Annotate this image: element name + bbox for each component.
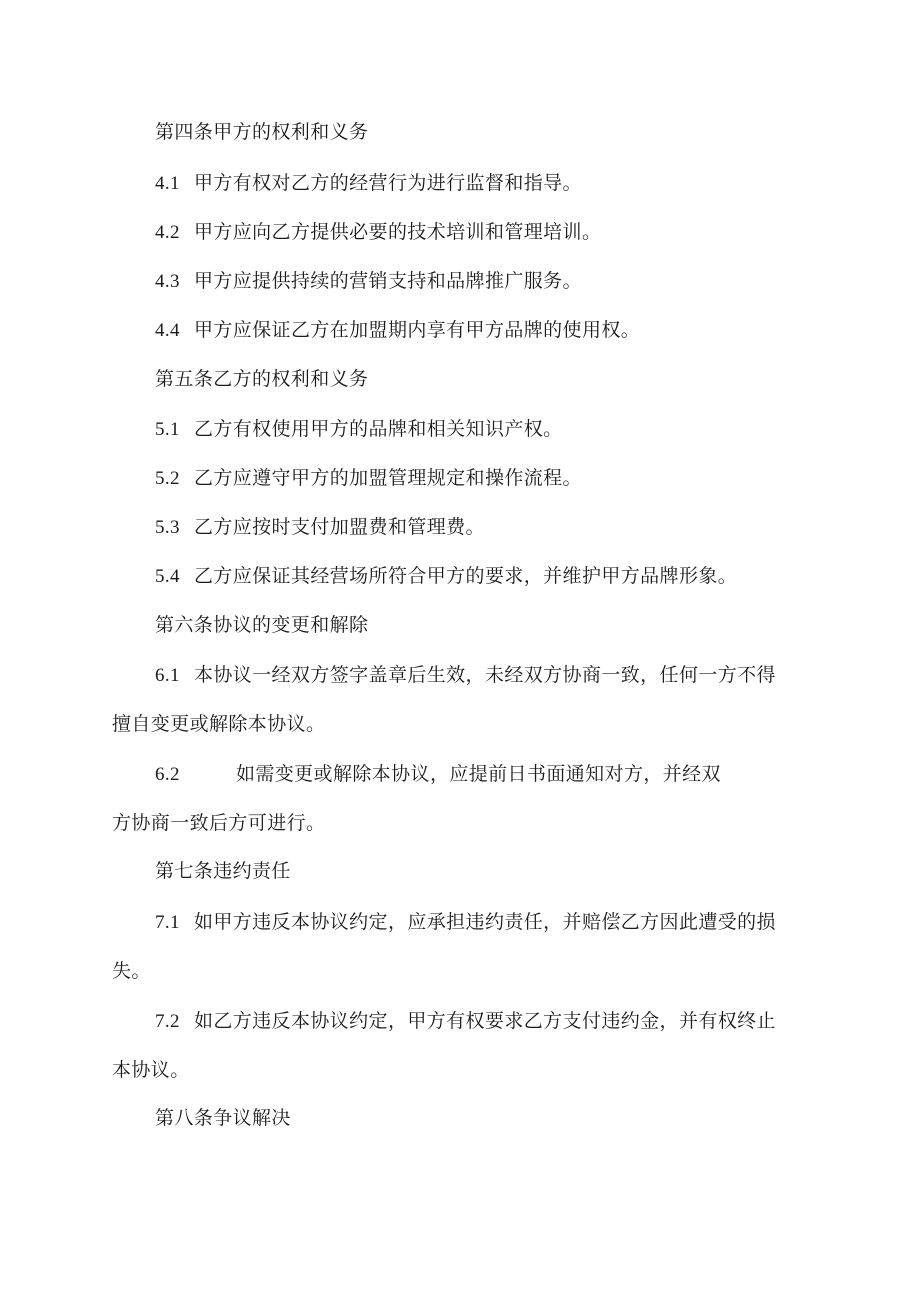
clause-number: 6.2 <box>155 764 180 785</box>
clause-4-4 <box>155 318 640 343</box>
clause-number: 4.1 <box>155 173 180 194</box>
clause-text: 如甲方违反本协议约定，应承担违约责任，并赔偿乙方因此遭受的损 <box>193 911 776 933</box>
clause-number: 7.1 <box>155 912 180 933</box>
clause-5-3 <box>155 515 485 540</box>
clause-number: 4.3 <box>155 271 180 292</box>
clause-text: 乙方有权使用甲方的品牌和相关知识产权。 <box>193 418 563 440</box>
clause-text: 甲方应向乙方提供必要的技术培训和管理培训。 <box>193 221 602 243</box>
clause-number: 7.2 <box>155 1011 180 1032</box>
clause-6-2-line-2: 方协商一致后方可进行。 <box>112 812 326 834</box>
clause-number: 6.1 <box>155 665 180 686</box>
clause-text: 甲方有权对乙方的经营行为进行监督和指导。 <box>193 172 582 194</box>
section-5-heading: 第五条乙方的权利和义务 <box>155 368 369 390</box>
clause-5-4 <box>155 564 737 589</box>
section-7-heading: 第七条违约责任 <box>155 860 291 882</box>
section-4-heading: 第四条甲方的权利和义务 <box>155 121 369 143</box>
clause-7-2-line-1 <box>155 1009 776 1034</box>
clause-4-1 <box>155 171 582 196</box>
clause-5-1 <box>155 417 563 442</box>
clause-text: 甲方应提供持续的营销支持和品牌推广服务。 <box>193 270 582 292</box>
clause-4-2 <box>155 220 601 245</box>
clause-6-2-line-1 <box>155 762 721 787</box>
clause-number: 5.3 <box>155 517 180 538</box>
section-8-heading: 第八条争议解决 <box>155 1107 291 1129</box>
clause-text: 甲方应保证乙方在加盟期内享有甲方品牌的使用权。 <box>193 319 641 341</box>
clause-number: 4.2 <box>155 222 180 243</box>
clause-7-2-line-2: 本协议。 <box>112 1059 190 1081</box>
clause-7-1-line-1 <box>155 910 776 935</box>
clause-text: 本协议一经双方签字盖章后生效，未经双方协商一致，任何一方不得 <box>193 664 776 686</box>
clause-number: 5.2 <box>155 468 180 489</box>
clause-text: 乙方应按时支付加盟费和管理费。 <box>193 516 485 538</box>
clause-text: 如需变更或解除本协议，应提前日书面通知对方，并经双 <box>235 763 721 785</box>
clause-5-2 <box>155 466 582 491</box>
clause-number: 4.4 <box>155 320 180 341</box>
clause-text: 乙方应保证其经营场所符合甲方的要求，并维护甲方品牌形象。 <box>193 565 738 587</box>
clause-4-3 <box>155 269 582 294</box>
clause-text: 乙方应遵守甲方的加盟管理规定和操作流程。 <box>193 467 582 489</box>
clause-number: 5.4 <box>155 566 180 587</box>
clause-6-1-line-1 <box>155 663 776 688</box>
section-6-heading: 第六条协议的变更和解除 <box>155 614 369 636</box>
clause-6-1-line-2: 擅自变更或解除本协议。 <box>112 713 326 735</box>
clause-number: 5.1 <box>155 419 180 440</box>
clause-text: 如乙方违反本协议约定，甲方有权要求乙方支付违约金，并有权终止 <box>193 1010 776 1032</box>
clause-7-1-line-2: 失。 <box>112 960 151 982</box>
